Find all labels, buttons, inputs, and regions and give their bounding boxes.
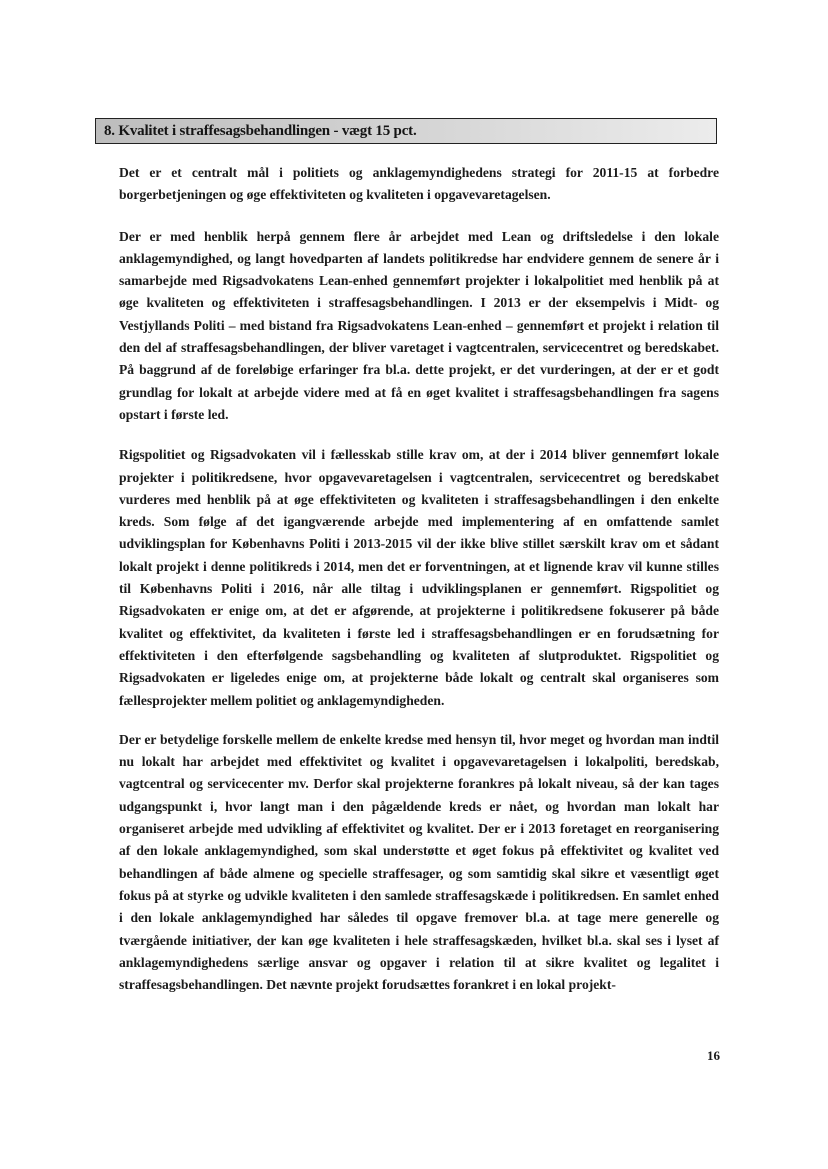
paragraph-1: Det er et centralt mål i politiets og anklagemyndighedens strategi for 2011-15 at forbedre borgerbetjeningen og øge effektiviteten og kvaliteten i opgavevaretagelsen. <box>119 165 719 203</box>
section-title: 8. Kvalitet i straffesagsbehandlingen - vægt 15 pct. <box>104 122 417 139</box>
paragraph-3: Rigspolitiet og Rigsadvokaten vil i fællesskab stille krav om, at der i 2014 bliver gennemført lokale projekter i politikredsene, hvor opgavevaretagelsen i vagtcentralen, servicecentret og beredskabet vurderes med henblik på at øge effektiviteten og kvaliteten i straffesagsbehandlingen i den enkelte kreds. Som følge af det igangværende arbejde med implementering af en omfattende samlet udviklingsplan for Københavns Politi i 2013-2015 vil der ikke blive stillet særskilt krav om et sådant lokalt projekt i denne politikreds i 2014, men det er forventningen, at et lignende krav vil kunne stilles til Københavns Politi i 2016, når alle tiltag i udviklingsplanen er gennemført. Rigspolitiet og Rigsadvokaten er enige om, at det er afgørende, at projekterne i politikredsene fokuserer på både kvalitet og effektivitet, da kvaliteten i første led i straffesagsbehandlingen er en forudsætning for effektiviteten i den efterfølgende sagsbehandling og kvaliteten af slutproduktet. Rigspolitiet og Rigsadvokaten er ligeledes enige om, at projekterne både lokalt og centralt skal organiseres som fællesprojekter mellem politiet og anklagemyndigheden. <box>119 447 719 708</box>
page-number: 16 <box>707 1048 720 1063</box>
section-header <box>95 118 717 144</box>
body-text <box>119 162 719 1015</box>
paragraph-4: Der er betydelige forskelle mellem de enkelte kredse med hensyn til, hvor meget og hvordan man indtil nu lokalt har arbejdet med effektivitet og kvalitet i opgavevaretagelsen i lokalpoliti, beredskab, vagtcentral og servicecenter mv. Derfor skal projekterne forankres på lokalt niveau, så der kan tages udgangspunkt i, hvor langt man i den pågældende kreds er nået, og hvordan man lokalt har organiseret arbejde med udvikling af effektivitet og kvalitet. Der er i 2013 foretaget en reorganisering af den lokale anklagemyndighed, som skal understøtte et øget fokus på effektivitet og kvalitet ved behandlingen af både almene og specielle straffesager, og som samtidig skal sikre et væsentligt øget fokus på at styrke og udvikle kvaliteten i den samlede straffesagskæde i politikredsen. En samlet enhed i den lokale anklagemyndighed har således til opgave fremover bl.a. at tage mere generelle og tværgående initiativer, der kan øge kvaliteten i hele straffesagskæden, hvilket bl.a. skal ses i lyset af anklagemyndighedens særlige ansvar og opgaver i relation til at sikre kvalitet og legalitet i straffesagsbehandlingen. Det nævnte projekt forudsættes forankret i en lokal projekt- <box>119 731 719 993</box>
paragraph-2: Der er med henblik herpå gennem flere år arbejdet med Lean og driftsledelse i den lokale anklagemyndighed, og langt hovedparten af landets politikredse har endvidere gennem de senere år i samarbejde med Rigsadvokatens Lean-enhed gennemført projekter i lokalpolitiet med henblik på at øge kvaliteten og effektiviteten i straffesagsbehandlingen. I 2013 er der eksempelvis i Midt- og Vestjyllands Politi – med bistand fra Rigsadvokatens Lean-enhed – gennemført et projekt i relation til den del af straffesagsbehandlingen, der bliver varetaget i vagtcentralen, servicecentret og beredskabet. På baggrund af de foreløbige erfaringer fra bl.a. dette projekt, er det vurderingen, at der er et godt grundlag for lokalt at arbejde videre med at få en øget kvalitet i straffesagsbehandlingen fra sagens opstart i første led. <box>119 228 719 422</box>
